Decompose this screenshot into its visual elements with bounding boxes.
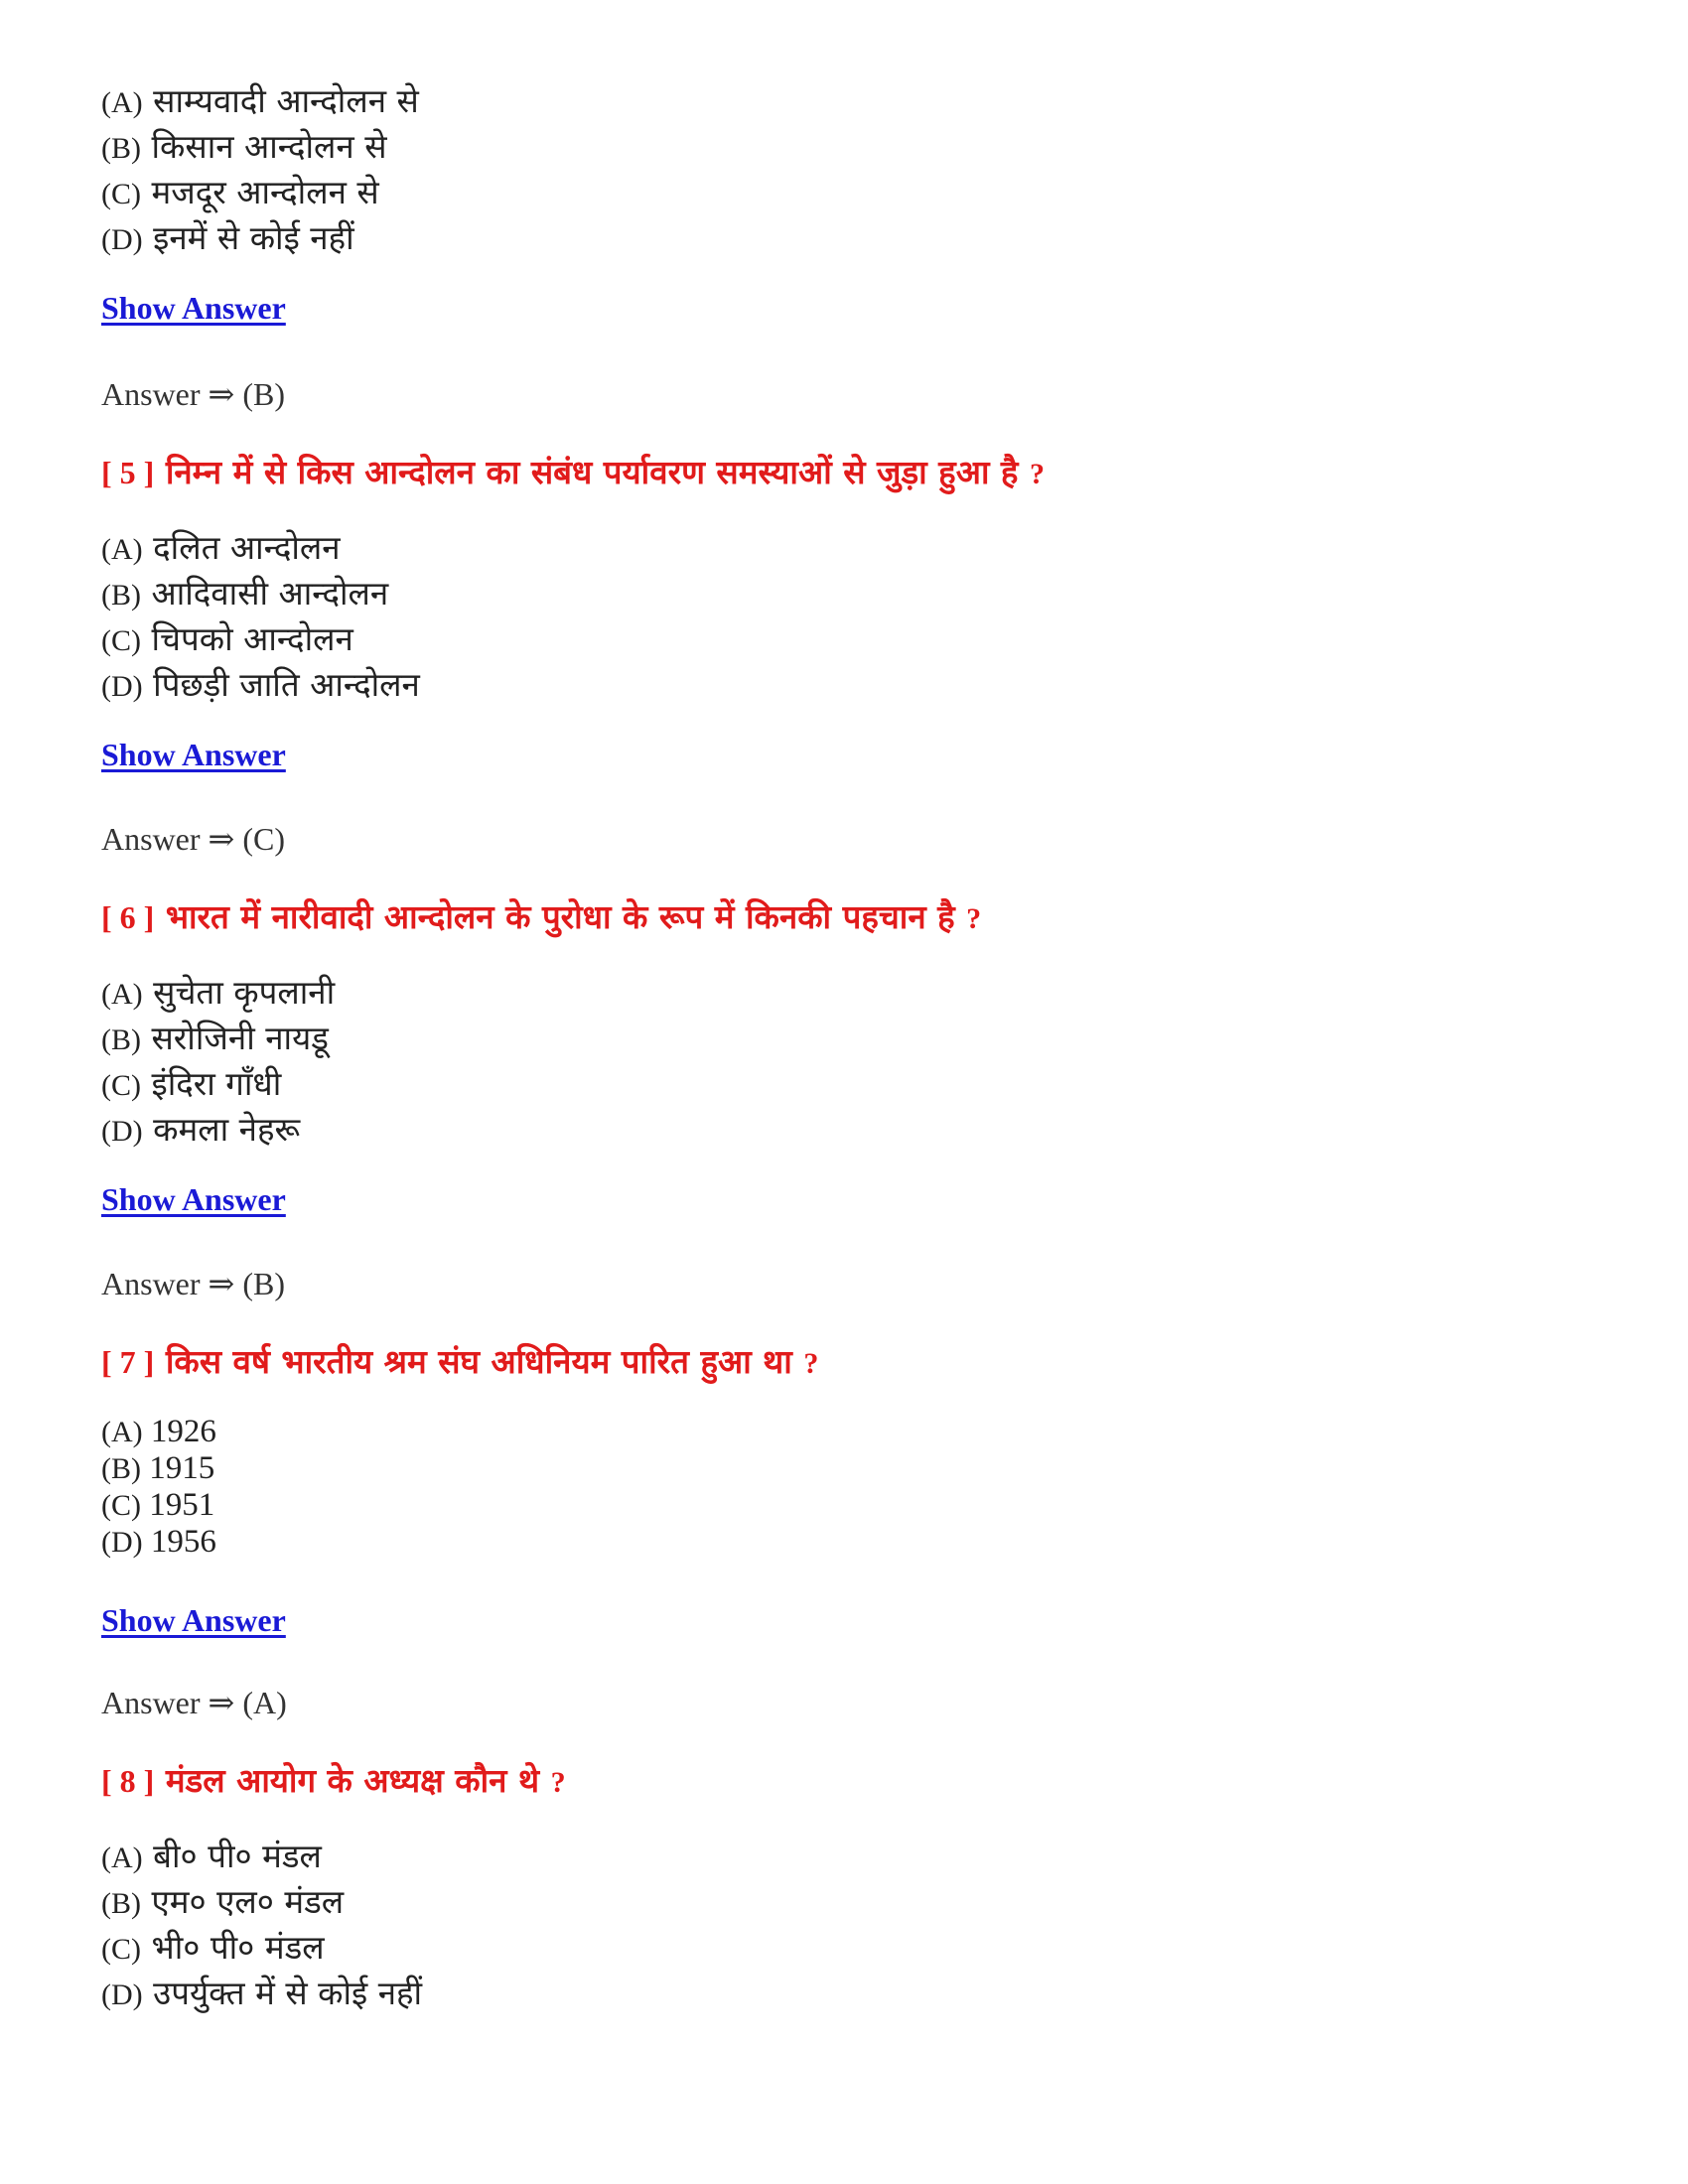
option-letter: (D) (101, 223, 143, 256)
show-answer-link[interactable]: Show Answer (101, 290, 286, 326)
option-text: सुचेता कृपलानी (153, 973, 336, 1012)
option-d (101, 1108, 335, 1154)
option-c (101, 617, 420, 663)
option-text: पिछड़ी जाति आन्दोलन (153, 665, 420, 704)
option-letter: (A) (101, 86, 143, 119)
question-text: किस वर्ष भारतीय श्रम संघ अधिनियम पारित हुआ था (165, 1342, 792, 1381)
question-number: [ 6 ] (101, 899, 155, 935)
option-text: 1915 (149, 1450, 215, 1486)
option-letter: (A) (101, 978, 143, 1011)
options-list (101, 971, 335, 1154)
question-heading (101, 895, 981, 941)
question-mark: ? (966, 902, 982, 935)
option-b (101, 572, 420, 617)
question-text: भारत में नारीवादी आन्दोलन के पुरोधा के रूप में किनकी पहचान है (165, 897, 955, 936)
option-d (101, 1972, 422, 2017)
option-letter: (A) (101, 1842, 143, 1874)
option-text: सरोजिनी नायडू (151, 1019, 329, 1057)
option-text: 1951 (149, 1487, 215, 1523)
option-letter: (C) (101, 1069, 141, 1102)
option-a (101, 971, 335, 1017)
show-answer-link[interactable]: Show Answer (101, 737, 286, 772)
option-letter: (B) (101, 1024, 141, 1056)
option-letter: (C) (101, 178, 141, 210)
option-b (101, 125, 419, 171)
option-text: इनमें से कोई नहीं (153, 218, 354, 257)
show-answer-link[interactable]: Show Answer (101, 1181, 286, 1217)
option-text: उपर्युक्त में से कोई नहीं (153, 1974, 423, 2012)
answer-text: Answer ⇒ (B) (101, 376, 285, 412)
options-list-partial (101, 79, 419, 262)
option-d (101, 216, 419, 262)
option-a (101, 79, 419, 125)
option-letter: (B) (101, 1887, 141, 1920)
option-b (101, 1880, 422, 1926)
option-letter: (C) (101, 1489, 141, 1522)
option-letter: (B) (101, 132, 141, 165)
option-text: एम० एल० मंडल (151, 1882, 345, 1921)
option-a (101, 1835, 422, 1880)
option-text: चिपको आन्दोलन (151, 619, 353, 658)
option-letter: (D) (101, 1979, 143, 2011)
question-text: निम्न में से किस आन्दोलन का संबंध पर्यावरण समस्याओं से जुड़ा हुआ है (165, 453, 1019, 491)
question-mark: ? (550, 1766, 566, 1799)
question-number: [ 5 ] (101, 455, 155, 490)
option-text: बी० पी० मंडल (153, 1837, 322, 1875)
question-mark: ? (1029, 458, 1045, 490)
question-number: [ 8 ] (101, 1763, 155, 1799)
question-heading (101, 1340, 818, 1386)
options-list (101, 526, 420, 709)
option-text: साम्यवादी आन्दोलन से (153, 81, 419, 120)
option-letter: (A) (101, 533, 143, 566)
option-c (101, 171, 419, 216)
option-text: किसान आन्दोलन से (151, 127, 387, 166)
option-text: मजदूर आन्दोलन से (151, 173, 379, 211)
option-text: दलित आन्दोलन (153, 528, 341, 567)
option-d (101, 663, 420, 709)
option-c (101, 1062, 335, 1108)
option-text: आदिवासी आन्दोलन (151, 574, 389, 613)
option-letter: (D) (101, 670, 143, 703)
option-a (101, 1414, 216, 1450)
option-letter: (C) (101, 1933, 141, 1966)
options-list (101, 1835, 422, 2017)
option-letter: (C) (101, 624, 141, 657)
option-letter: (B) (101, 1452, 141, 1485)
answer-text: Answer ⇒ (B) (101, 1266, 285, 1301)
option-letter: (B) (101, 579, 141, 612)
question-heading (101, 1759, 566, 1805)
answer-text: Answer ⇒ (A) (101, 1685, 287, 1720)
option-a (101, 526, 420, 572)
question-text: मंडल आयोग के अध्यक्ष कौन थे (165, 1761, 540, 1800)
show-answer-link[interactable]: Show Answer (101, 1602, 286, 1638)
option-letter: (A) (101, 1416, 143, 1448)
option-text: इंदिरा गाँधी (151, 1064, 282, 1103)
option-text: भी० पी० मंडल (151, 1928, 325, 1967)
answer-text: Answer ⇒ (C) (101, 821, 285, 857)
option-b (101, 1450, 216, 1487)
option-text: 1956 (150, 1524, 216, 1560)
option-c (101, 1487, 216, 1524)
question-heading (101, 451, 1045, 496)
option-d (101, 1524, 216, 1561)
question-mark: ? (803, 1347, 819, 1380)
option-text: 1926 (150, 1414, 216, 1449)
option-c (101, 1926, 422, 1972)
option-text: कमला नेहरू (153, 1110, 301, 1149)
option-b (101, 1017, 335, 1062)
question-number: [ 7 ] (101, 1344, 155, 1380)
option-letter: (D) (101, 1115, 143, 1148)
option-letter: (D) (101, 1526, 143, 1559)
options-list (101, 1414, 216, 1561)
